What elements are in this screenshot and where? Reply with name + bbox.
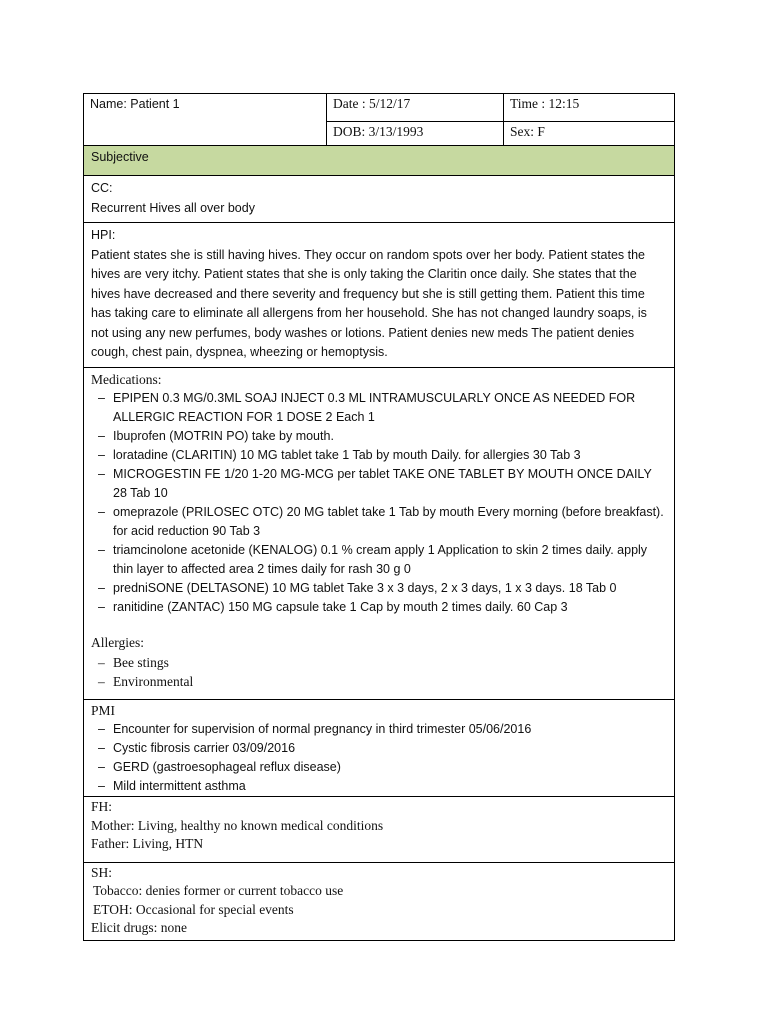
- chief-complaint-section: [84, 175, 674, 222]
- patient-note-table: [83, 93, 675, 941]
- header-grid: [84, 94, 674, 145]
- pmi-list: [91, 720, 667, 796]
- cc-text: Recurrent Hives all over body: [91, 200, 255, 215]
- medication-item: – triamcinolone acetonide (KENALOG) 0.1 % cream apply 1 Application to skin 2 times daily. apply thin layer to affected area 2 times daily for rash 30 g 0: [91, 541, 667, 579]
- pmi-item: – Cystic fibrosis carrier 03/09/2016: [91, 739, 667, 758]
- medication-item: – Ibuprofen (MOTRIN PO) take by mouth.: [91, 427, 667, 446]
- patient-name: Name: Patient 1: [84, 94, 327, 145]
- medications-label: Medications:: [91, 371, 162, 387]
- fh-line: Mother: Living, healthy no known medical conditions: [91, 817, 384, 833]
- cc-label: CC:: [91, 181, 113, 195]
- family-history-section: [84, 796, 674, 862]
- pmi-section: [84, 699, 674, 797]
- medication-item: – omeprazole (PRILOSEC OTC) 20 MG tablet take 1 Tab by mouth Every morning (before breakfast). for acid reduction 90 Tab 3: [91, 503, 667, 541]
- medications-list: [91, 389, 667, 617]
- sh-line: Elicit drugs: none: [91, 920, 187, 935]
- pmi-item: – Encounter for supervision of normal pregnancy in third trimester 05/06/2016: [91, 720, 667, 739]
- medications-section: [84, 367, 674, 699]
- date-of-birth: DOB: 3/13/1993: [327, 122, 504, 145]
- medication-item: – loratadine (CLARITIN) 10 MG tablet take 1 Tab by mouth Daily. for allergies 30 Tab 3: [91, 446, 667, 465]
- pmi-label: PMI: [91, 702, 116, 718]
- sex: Sex: F: [510, 124, 545, 139]
- sh-line: Tobacco: denies former or current tobacco use: [93, 883, 344, 898]
- medication-item: – predniSONE (DELTASONE) 10 MG tablet Take 3 x 3 days, 2 x 3 days, 1 x 3 days. 18 Tab 0: [91, 579, 667, 598]
- sh-line: ETOH: Occasional for special events: [93, 901, 294, 917]
- pmi-item: – Mild intermittent asthma: [91, 777, 667, 796]
- visit-date: Date : 5/12/17: [327, 94, 504, 122]
- allergy-item: – Bee stings: [91, 653, 667, 672]
- allergy-item: – Environmental: [91, 672, 667, 691]
- hpi-section: [84, 222, 674, 367]
- hpi-label: HPI:: [91, 228, 116, 242]
- hpi-text: Patient states she is still having hives. They occur on random spots over her body. Patient states the hives are very itchy. Patient states that she is only taking the Claritin once daily. She states that the hives have decreased and there severity and frequency but she is still getting them. Patient this time has taking care to eliminate all allergens from her household. She has not changed laundry soaps, is not using any new perfumes, body washes or lotions. Patient denies new meds The patient denies cough, chest pain, dyspnea, wheezing or hemoptysis.: [91, 247, 647, 359]
- sh-label: SH:: [91, 864, 113, 880]
- visit-time: Time : 12:15: [504, 94, 674, 122]
- medication-item: – MICROGESTIN FE 1/20 1-20 MG-MCG per tablet TAKE ONE TABLET BY MOUTH ONCE DAILY 28 Tab 10: [91, 465, 667, 503]
- subjective-label: Subjective: [91, 150, 149, 164]
- pmi-item: – GERD (gastroesophageal reflux disease): [91, 758, 667, 777]
- allergies-label: Allergies:: [91, 635, 144, 650]
- social-history-section: [84, 862, 674, 940]
- fh-line: Father: Living, HTN: [91, 836, 204, 851]
- allergies-list: [91, 653, 667, 691]
- fh-label: FH:: [91, 799, 113, 814]
- medication-item: – EPIPEN 0.3 MG/0.3ML SOAJ INJECT 0.3 ML INTRAMUSCULARLY ONCE AS NEEDED FOR ALLERGIC REACTION FOR 1 DOSE 2 Each 1: [91, 389, 667, 427]
- medication-item: – ranitidine (ZANTAC) 150 MG capsule take 1 Cap by mouth 2 times daily. 60 Cap 3: [91, 598, 667, 617]
- subjective-header: [84, 145, 674, 175]
